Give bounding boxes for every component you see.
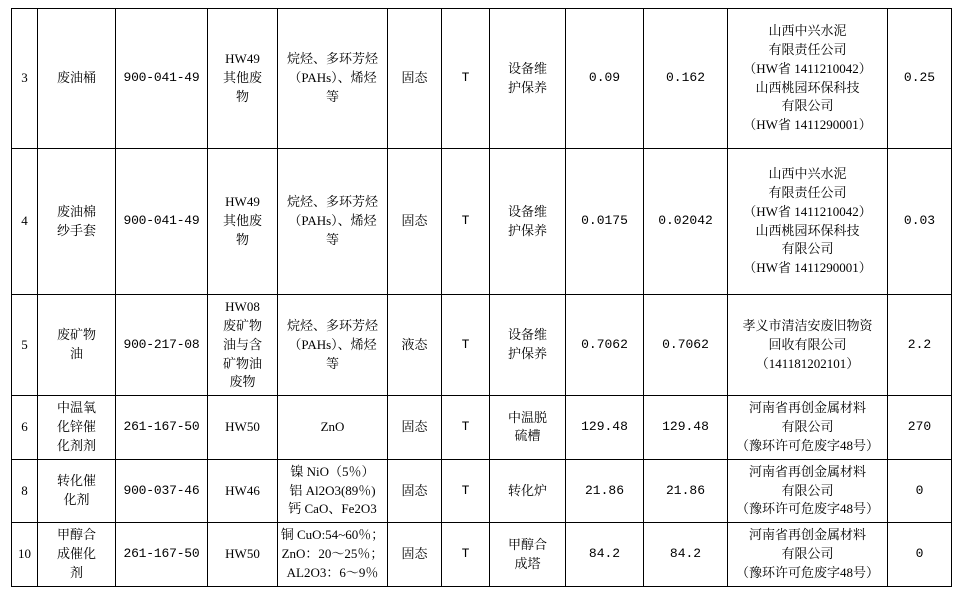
- cell-receiver: 河南省再创金属材料 有限公司 （豫环许可危废字48号）: [728, 459, 888, 523]
- cell-hazard-flag: T: [442, 396, 490, 460]
- cell-receiver: 山西中兴水泥 有限责任公司 （HW省 1411210042） 山西桃园环保科技 有限公司 （HW省 1411290001）: [728, 149, 888, 295]
- cell-produced-amount: 21.86: [566, 459, 644, 523]
- table-row: [12, 295, 952, 396]
- cell-waste-category: HW50: [208, 523, 278, 587]
- cell-waste-category: HW49 其他废 物: [208, 149, 278, 295]
- cell-waste-name: 废油棉 纱手套: [38, 149, 116, 295]
- cell-transferred-amount: 0.162: [644, 9, 728, 149]
- cell-transferred-amount: 129.48: [644, 396, 728, 460]
- cell-receiver: 山西中兴水泥 有限责任公司 （HW省 1411210042） 山西桃园环保科技 有限公司 （HW省 1411290001）: [728, 9, 888, 149]
- table-row: [12, 9, 952, 149]
- cell-state: 固态: [388, 523, 442, 587]
- cell-waste-category: HW49 其他废 物: [208, 9, 278, 149]
- cell-waste-category: HW46: [208, 459, 278, 523]
- hazardous-waste-table: [11, 8, 952, 587]
- cell-stock-amount: 0: [888, 523, 952, 587]
- cell-stock-amount: 2.2: [888, 295, 952, 396]
- cell-waste-code: 900-041-49: [116, 149, 208, 295]
- cell-waste-name: 废矿物 油: [38, 295, 116, 396]
- table-row: [12, 396, 952, 460]
- cell-process-source: 设备维 护保养: [490, 149, 566, 295]
- cell-process-source: 转化炉: [490, 459, 566, 523]
- cell-serial-number: 4: [12, 149, 38, 295]
- cell-stock-amount: 0.03: [888, 149, 952, 295]
- cell-produced-amount: 0.0175: [566, 149, 644, 295]
- cell-serial-number: 8: [12, 459, 38, 523]
- table-row: [12, 149, 952, 295]
- cell-waste-code: 261-167-50: [116, 523, 208, 587]
- cell-transferred-amount: 0.7062: [644, 295, 728, 396]
- cell-stock-amount: 0: [888, 459, 952, 523]
- cell-transferred-amount: 21.86: [644, 459, 728, 523]
- cell-hazard-flag: T: [442, 149, 490, 295]
- cell-waste-name: 转化催 化剂: [38, 459, 116, 523]
- cell-transferred-amount: 84.2: [644, 523, 728, 587]
- cell-produced-amount: 84.2: [566, 523, 644, 587]
- cell-receiver: 河南省再创金属材料 有限公司 （豫环许可危废字48号）: [728, 396, 888, 460]
- cell-hazard-flag: T: [442, 459, 490, 523]
- cell-process-source: 设备维 护保养: [490, 9, 566, 149]
- cell-waste-name: 甲醇合 成催化 剂: [38, 523, 116, 587]
- cell-stock-amount: 0.25: [888, 9, 952, 149]
- cell-hazard-flag: T: [442, 295, 490, 396]
- cell-serial-number: 5: [12, 295, 38, 396]
- cell-receiver: 河南省再创金属材料 有限公司 （豫环许可危废字48号）: [728, 523, 888, 587]
- cell-waste-name: 中温氧 化锌催 化剂剂: [38, 396, 116, 460]
- cell-composition: 镍 NiO（5％） 铝 Al2O3(89％) 钙 CaO、Fe2O3: [278, 459, 388, 523]
- document-page: [0, 8, 962, 608]
- cell-state: 固态: [388, 149, 442, 295]
- cell-waste-code: 900-217-08: [116, 295, 208, 396]
- cell-produced-amount: 0.09: [566, 9, 644, 149]
- table-row: [12, 459, 952, 523]
- cell-waste-category: HW50: [208, 396, 278, 460]
- cell-waste-name: 废油桶: [38, 9, 116, 149]
- cell-state: 固态: [388, 9, 442, 149]
- cell-waste-code: 900-037-46: [116, 459, 208, 523]
- cell-composition: ZnO: [278, 396, 388, 460]
- cell-state: 固态: [388, 396, 442, 460]
- cell-state: 固态: [388, 459, 442, 523]
- cell-serial-number: 10: [12, 523, 38, 587]
- cell-waste-category: HW08 废矿物 油与含 矿物油 废物: [208, 295, 278, 396]
- cell-waste-code: 900-041-49: [116, 9, 208, 149]
- cell-transferred-amount: 0.02042: [644, 149, 728, 295]
- cell-composition: 烷烃、多环芳烃 （PAHs）、烯烃 等: [278, 295, 388, 396]
- cell-composition: 烷烃、多环芳烃 （PAHs）、烯烃 等: [278, 149, 388, 295]
- cell-produced-amount: 0.7062: [566, 295, 644, 396]
- cell-process-source: 中温脱 硫槽: [490, 396, 566, 460]
- cell-composition: 铜 CuO:54~60％； ZnO：20～25％； AL2O3：6～9％: [278, 523, 388, 587]
- cell-stock-amount: 270: [888, 396, 952, 460]
- cell-process-source: 设备维 护保养: [490, 295, 566, 396]
- cell-serial-number: 6: [12, 396, 38, 460]
- cell-hazard-flag: T: [442, 523, 490, 587]
- table-row: [12, 523, 952, 587]
- table-body: [12, 9, 952, 587]
- cell-state: 液态: [388, 295, 442, 396]
- cell-composition: 烷烃、多环芳烃 （PAHs）、烯烃 等: [278, 9, 388, 149]
- cell-serial-number: 3: [12, 9, 38, 149]
- cell-process-source: 甲醇合 成塔: [490, 523, 566, 587]
- cell-hazard-flag: T: [442, 9, 490, 149]
- cell-produced-amount: 129.48: [566, 396, 644, 460]
- cell-receiver: 孝义市清洁安废旧物资 回收有限公司 （141181202101）: [728, 295, 888, 396]
- cell-waste-code: 261-167-50: [116, 396, 208, 460]
